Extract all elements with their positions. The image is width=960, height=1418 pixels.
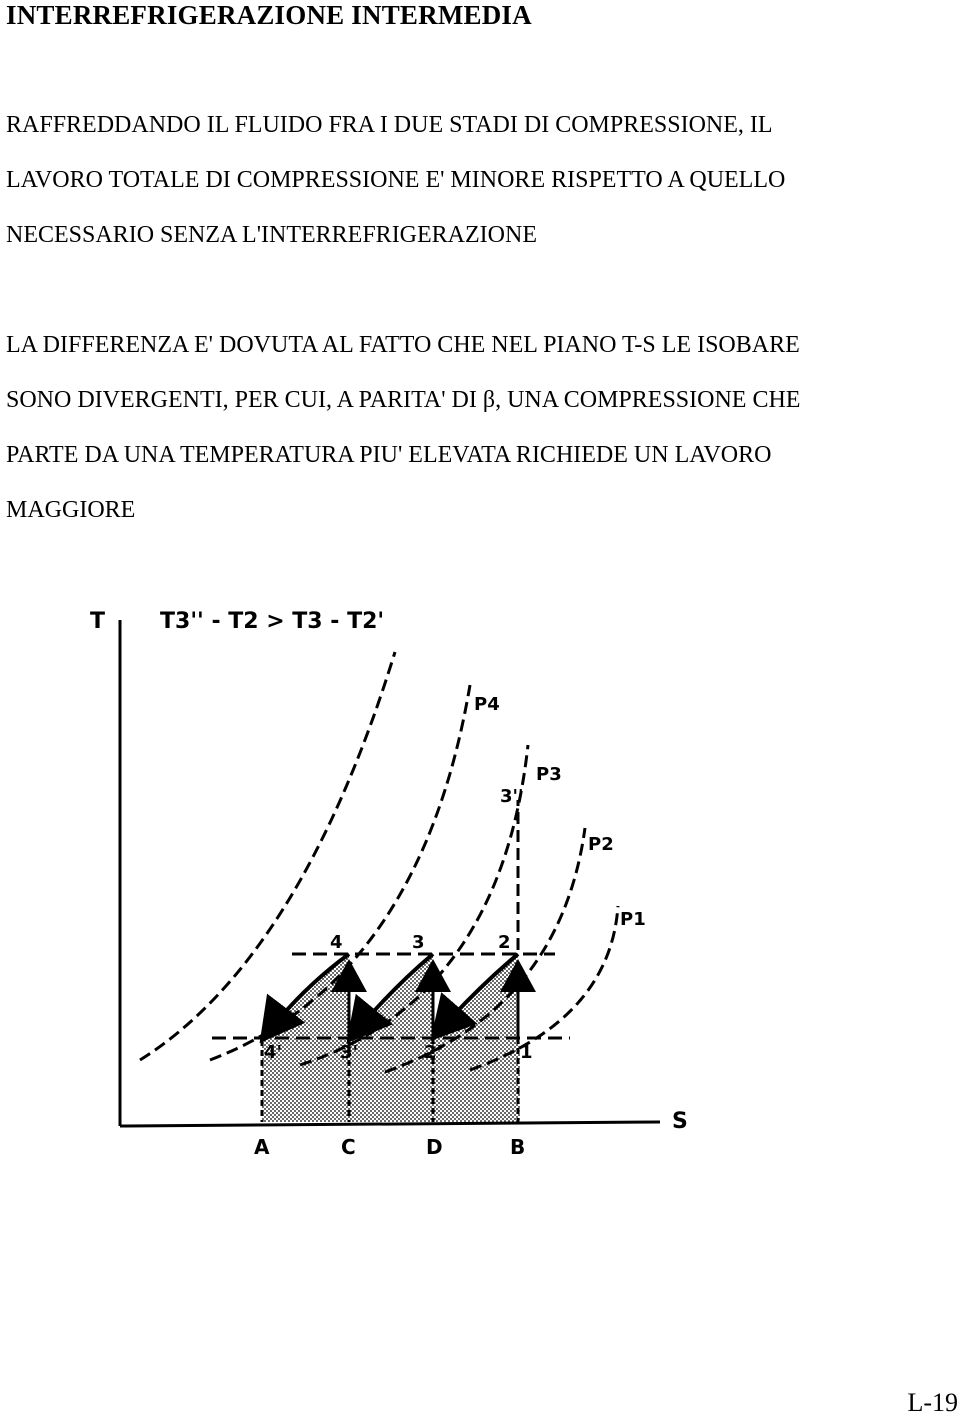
point-2: 2 [498, 932, 511, 953]
point-4: 4 [330, 932, 343, 953]
point-2p: 2' [424, 1042, 443, 1063]
s-label-b: B [510, 1135, 526, 1159]
s-label-d: D [426, 1135, 443, 1159]
point-3pp: 3'' [500, 786, 524, 807]
isobar-label-p1: P1 [620, 909, 646, 930]
point-1: 1 [520, 1042, 533, 1063]
document-title: INTERREFRIGERAZIONE INTERMEDIA [6, 0, 532, 30]
page-number: L-19 [907, 1388, 958, 1417]
point-3: 3 [412, 932, 425, 953]
paragraph-line: RAFFREDDANDO IL FLUIDO FRA I DUE STADI DI COMPRESSIONE, IL [6, 112, 773, 138]
paragraph-line: LA DIFFERENZA E' DOVUTA AL FATTO CHE NEL PIANO T-S LE ISOBARE [6, 332, 800, 358]
s-axis-label: S [672, 1109, 688, 1134]
isobar-label-p4: P4 [474, 694, 500, 715]
isobar-p4 [140, 652, 395, 1060]
s-label-c: C [341, 1135, 356, 1159]
paragraph-explanation [6, 318, 800, 538]
paragraph-intercooling [6, 98, 785, 263]
point-3p: 3' [340, 1042, 359, 1063]
s-label-a: A [254, 1135, 270, 1159]
paragraph-line: NECESSARIO SENZA L'INTERREFRIGERAZIONE [6, 222, 537, 248]
paragraph-line: LAVORO TOTALE DI COMPRESSIONE E' MINORE RISPETTO A QUELLO [6, 167, 786, 193]
isobar-label-p3: P3 [536, 764, 562, 785]
point-4p: 4' [264, 1042, 283, 1063]
ts-diagram [0, 580, 960, 1200]
inequality-label: T3'' - T2 > T3 - T2' [160, 609, 385, 634]
paragraph-line: MAGGIORE [6, 497, 136, 523]
isobar-label-p2: P2 [588, 834, 614, 855]
s-axis [120, 1122, 660, 1126]
t-axis-label: T [90, 609, 106, 634]
paragraph-line: PARTE DA UNA TEMPERATURA PIU' ELEVATA RICHIEDE UN LAVORO [6, 442, 772, 468]
paragraph-line: SONO DIVERGENTI, PER CUI, A PARITA' DI β, UNA COMPRESSIONE CHE [6, 387, 801, 413]
